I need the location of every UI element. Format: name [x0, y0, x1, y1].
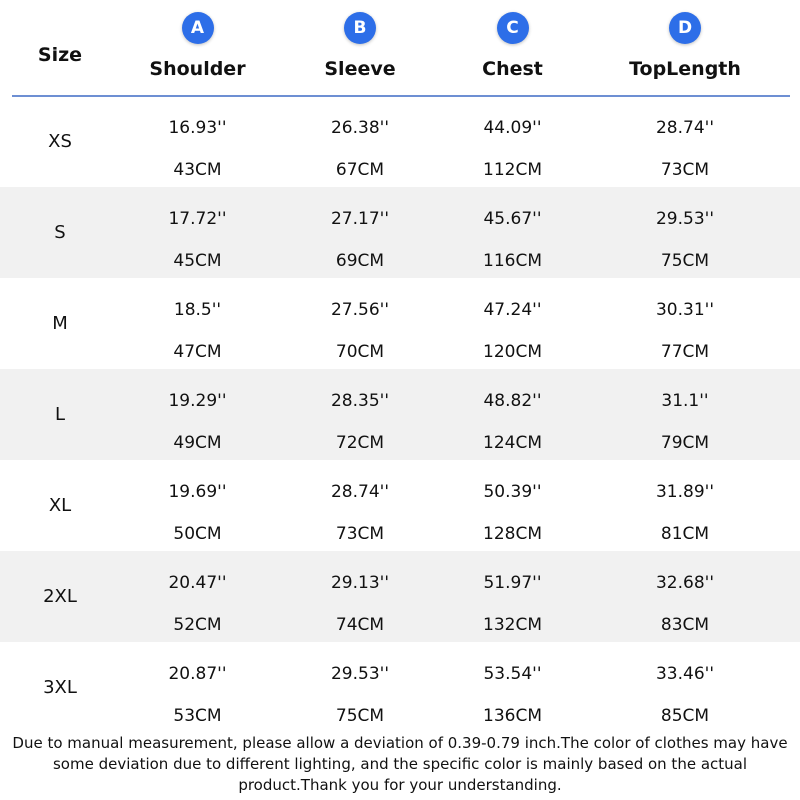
measure-cell — [305, 460, 415, 551]
cm-value: 77CM — [660, 342, 710, 362]
inch-value: 29.13'' — [330, 573, 389, 593]
measure-cell — [140, 369, 255, 460]
inch-value: 20.87'' — [168, 664, 227, 684]
inch-value: 20.47'' — [168, 573, 227, 593]
measure-cell — [305, 642, 415, 733]
measure-cell — [305, 369, 415, 460]
inch-value: 33.46'' — [655, 664, 714, 684]
measure-cell — [305, 96, 415, 187]
cm-value: 136CM — [483, 706, 542, 726]
table-row — [0, 278, 800, 369]
inch-value: 51.97'' — [483, 573, 542, 593]
measure-cell — [455, 369, 570, 460]
measure-cell — [140, 96, 255, 187]
column-header-chest — [455, 0, 570, 96]
measure-cell — [305, 551, 415, 642]
cm-value: 74CM — [335, 615, 385, 635]
badge-d: D — [669, 12, 701, 44]
measure-cell — [140, 187, 255, 278]
measure-cell — [455, 278, 570, 369]
chest-label: Chest — [482, 58, 543, 80]
cm-value: 49CM — [173, 433, 222, 453]
measure-cell — [140, 642, 255, 733]
measure-cell — [140, 460, 255, 551]
size-cell: M — [52, 313, 68, 334]
inch-value: 19.69'' — [168, 482, 227, 502]
inch-value: 26.38'' — [330, 118, 389, 138]
table-row — [0, 96, 800, 187]
size-cell: 2XL — [43, 586, 77, 607]
measure-cell — [615, 96, 755, 187]
inch-value: 27.17'' — [330, 209, 389, 229]
table-header — [0, 0, 800, 96]
size-column-header: Size — [37, 44, 83, 66]
inch-value: 47.24'' — [483, 300, 542, 320]
cm-value: 69CM — [335, 251, 385, 271]
inch-value: 50.39'' — [483, 482, 542, 502]
cm-value: 53CM — [173, 706, 222, 726]
column-header-toplength — [615, 0, 755, 96]
inch-value: 29.53'' — [655, 209, 714, 229]
inch-value: 30.31'' — [655, 300, 714, 320]
inch-value: 45.67'' — [483, 209, 542, 229]
measure-cell — [615, 642, 755, 733]
cm-value: 70CM — [335, 342, 385, 362]
cm-value: 75CM — [335, 706, 385, 726]
cm-value: 73CM — [335, 524, 385, 544]
inch-value: 32.68'' — [655, 573, 714, 593]
table-row — [0, 551, 800, 642]
measurement-note: Due to manual measurement, please allow a deviation of 0.39-0.79 inch.The color of clothes may have some deviation due to different lighting, and the specific color is mainly based on the actual product.Thank you for your understanding. — [12, 734, 788, 794]
cm-value: 73CM — [660, 160, 710, 180]
cm-value: 67CM — [335, 160, 385, 180]
size-cell: XL — [48, 495, 72, 516]
measure-cell — [615, 460, 755, 551]
measure-cell — [305, 278, 415, 369]
measure-cell — [455, 642, 570, 733]
cm-value: 50CM — [173, 524, 222, 544]
column-header-sleeve — [305, 0, 415, 96]
badge-a: A — [182, 12, 214, 44]
cm-value: 132CM — [483, 615, 542, 635]
inch-value: 17.72'' — [168, 209, 227, 229]
measure-cell — [615, 551, 755, 642]
table-row — [0, 460, 800, 551]
cm-value: 116CM — [483, 251, 542, 271]
cm-value: 83CM — [660, 615, 710, 635]
table-row — [0, 642, 800, 733]
inch-value: 28.35'' — [330, 391, 389, 411]
size-cell: L — [54, 404, 66, 425]
column-header-shoulder — [140, 0, 255, 96]
badge-c: C — [497, 12, 529, 44]
inch-value: 27.56'' — [330, 300, 389, 320]
inch-value: 29.53'' — [330, 664, 389, 684]
inch-value: 19.29'' — [168, 391, 227, 411]
size-cell: XS — [48, 131, 72, 152]
cm-value: 43CM — [173, 160, 222, 180]
measure-cell — [615, 369, 755, 460]
inch-value: 31.89'' — [655, 482, 714, 502]
inch-value: 28.74'' — [330, 482, 389, 502]
badge-b: B — [344, 12, 376, 44]
inch-value: 53.54'' — [483, 664, 542, 684]
cm-value: 128CM — [483, 524, 542, 544]
cm-value: 79CM — [660, 433, 710, 453]
measure-cell — [455, 96, 570, 187]
cm-value: 112CM — [483, 160, 542, 180]
measure-cell — [455, 460, 570, 551]
measure-cell — [455, 187, 570, 278]
size-cell: 3XL — [43, 677, 77, 698]
sleeve-label: Sleeve — [324, 58, 396, 80]
measure-cell — [140, 278, 255, 369]
cm-value: 72CM — [335, 433, 385, 453]
measure-cell — [615, 278, 755, 369]
inch-value: 44.09'' — [483, 118, 542, 138]
inch-value: 48.82'' — [483, 391, 542, 411]
table-row — [0, 187, 800, 278]
inch-value: 28.74'' — [655, 118, 714, 138]
inch-value: 18.5'' — [173, 300, 222, 320]
cm-value: 47CM — [173, 342, 222, 362]
cm-value: 85CM — [660, 706, 710, 726]
cm-value: 81CM — [660, 524, 710, 544]
measure-cell — [455, 551, 570, 642]
table-row — [0, 369, 800, 460]
cm-value: 75CM — [660, 251, 710, 271]
measure-cell — [615, 187, 755, 278]
cm-value: 124CM — [483, 433, 542, 453]
cm-value: 45CM — [173, 251, 222, 271]
cm-value: 52CM — [173, 615, 222, 635]
inch-value: 31.1'' — [661, 391, 709, 411]
toplength-label: TopLength — [629, 58, 741, 80]
measure-cell — [305, 187, 415, 278]
cm-value: 120CM — [483, 342, 542, 362]
shoulder-label: Shoulder — [149, 58, 246, 80]
inch-value: 16.93'' — [168, 118, 227, 138]
measure-cell — [140, 551, 255, 642]
size-cell: S — [54, 222, 66, 243]
size-table-body — [0, 96, 800, 733]
